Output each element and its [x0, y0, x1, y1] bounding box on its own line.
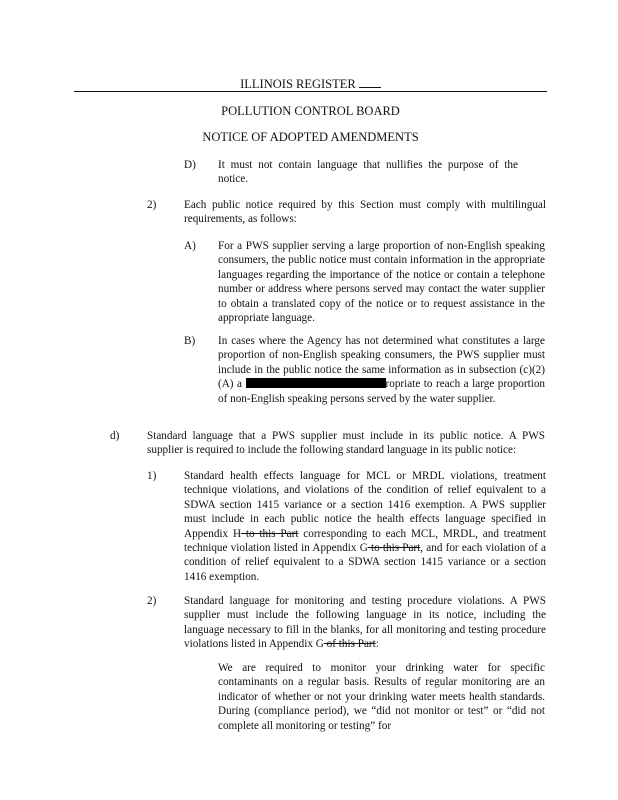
item-1-text [184, 469, 546, 584]
item-1-text-part3: , and for each violation of a condition of relief equivalent to a SDWA section 1415 variance or a section 1416 exemption. [184, 542, 546, 583]
register-title [74, 77, 547, 91]
item-D-text: It must not contain language that nullifies the purpose of the notice. [218, 159, 518, 186]
notice-title: NOTICE OF ADOPTED AMENDMENTS [202, 130, 419, 144]
item-A-label: A) [184, 240, 196, 252]
item-1-label: 1) [147, 470, 157, 482]
item-1-deleted-1: to this Part [241, 527, 299, 540]
item-2b-deleted: of this Part [323, 638, 376, 651]
item-B-label: B) [184, 335, 196, 347]
item-1-text-part2: corresponding to each MCL, MRDL, and treatment technique violation listed in Appendix G [184, 527, 547, 555]
item-2-text: Each public notice required by this Section must comply with multilingual requirements, as follows: [184, 199, 546, 226]
item-2-label: 2) [147, 199, 157, 211]
header-rule [74, 91, 547, 92]
item-2b-text-part1: Standard language for monitoring and testing procedure violations. A PWS supplier must include the following language in its notice, including the language necessary to fill in the blanks, for all monitoring and testing procedure violations listed in Appendix G [184, 595, 546, 651]
item-d-label: d) [110, 430, 120, 442]
register-title-text: ILLINOIS REGISTER [240, 77, 356, 91]
item-B-text [218, 334, 545, 406]
item-B-text-after: ropriate to reach a large proportion of non-English speaking persons served by the water supplier. [218, 378, 546, 405]
item-1-text-part1: Standard health effects language for MCL or MRDL violations, treatment technique violations, and violations of the condition of relief equivalent to a SDWA section 1415 variance or a section 1416 exemption. A PWS supplier must include in each public notice the health effects language specified in Appendix H [184, 470, 546, 540]
item-A-text: For a PWS supplier serving a large proportion of non-English speaking consumers, the public notice must contain information in the appropriate languages regarding the importance of the notice or contain a telephone number or address where persons served may contact the water supplier to obtain a translated copy of the notice or to request assistance in the appropriate language. [218, 240, 545, 325]
item-d-text: Standard language that a PWS supplier must include in its public notice. A PWS supplier is required to include the following standard language in its public notice: [147, 430, 545, 457]
item-2b-label: 2) [147, 595, 157, 607]
standard-language-quote: We are required to monitor your drinking water for specific contaminants on a regular basis. Results of regular monitoring are an indicator of whether or not your drinking water meets health standards. During (compliance period), we “did not monitor or test” or “did not complete all monitoring or testing” for [218, 662, 545, 732]
item-2b-text-part2: : [375, 638, 379, 651]
redaction-bar [246, 378, 386, 388]
item-2b-text [184, 594, 546, 652]
item-D-label: D) [184, 159, 196, 171]
item-B-text-before: In cases where the Agency has not determined what constitutes a large proportion of non-English speaking consumers, the PWS supplier must include in the public notice the same information as in subsection (c)(2)(A) a [218, 335, 545, 391]
item-1-deleted-2: to this Part [367, 542, 421, 555]
board-title: POLLUTION CONTROL BOARD [221, 104, 400, 118]
